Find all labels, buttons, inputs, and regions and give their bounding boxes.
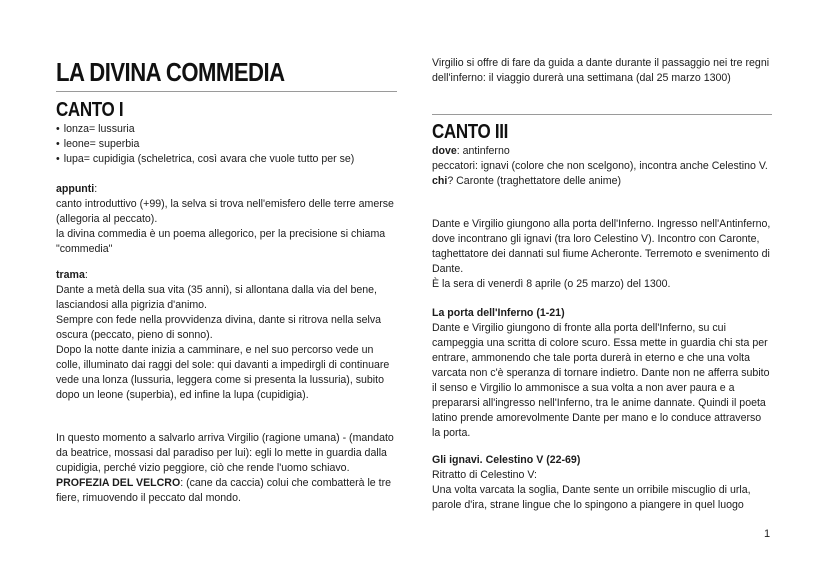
appunti-label: appunti — [56, 183, 95, 195]
ignavi-paragraph: Una volta varcata la soglia, Dante sente un orribile miscuglio di urla, parole d'ira, strane lingue che lo spingono a piangere in quel luogo — [432, 484, 751, 511]
list-item: • lupa= cupidigia (scheletrica, così avara che vuole tutto per se) — [56, 152, 399, 167]
title-divider — [56, 91, 397, 92]
appunti-text-2: la divina commedia è un poema allegorico, per la precisione si chiama "commedia" — [56, 228, 386, 255]
porta-section — [432, 306, 772, 441]
porta-paragraph: Dante e Virgilio giungono di fronte alla porta dell'Inferno, su cui campeggia una scritta di colore scuro. Essa mette in guardia chi sta per entrare, ammonendo che tale porta durerà in eterno e che una volta varcata non c'è speranza di tornare indietro. Dante non ne afferra subito il senso e Virgilio lo ammonisce a sua volta a non aver paura e a prepararsi all'ingresso nell'Inferno, tra le anime dannate. Quindi il poeta latino prende amorevolmente Dante per mano e lo conduce attraverso la porta. — [432, 322, 770, 439]
canto-3-summary — [432, 217, 772, 292]
appunti-heading-line — [56, 182, 399, 197]
trama-paragraph-1: Dante a metà della sua vita (35 anni), si allontana dalla via del bene, lasciandosi alla pigrizia d'animo. — [56, 284, 377, 311]
ignavi-heading: Gli ignavi. Celestino V (22-69) — [432, 454, 581, 466]
chi-label: chi — [432, 175, 448, 187]
dove-label: dove — [432, 145, 457, 157]
trama-paragraph-3: Dopo la notte dante inizia a camminare, e nel suo percorso vede un colle, illuminato dai raggi del sole: qui davanti a impedirgli di continuare vede una lonza (lussuria, leggera come si presenta la lussuria), subito dopo un leone (superbia), ed infine la lupa (cupidigia). — [56, 344, 390, 401]
trama-colon: : — [84, 269, 88, 281]
canto-1-heading: CANTO I — [56, 99, 124, 121]
ignavi-subtitle: Ritratto di Celestino V: — [432, 469, 538, 481]
canto-3-intro — [432, 144, 772, 189]
trama-section — [56, 268, 399, 403]
trama-heading-line — [56, 268, 399, 283]
page-number: 1 — [764, 528, 771, 540]
canto-divider — [432, 114, 772, 115]
profezia-paragraph — [56, 476, 399, 506]
list-item: • lonza= lussuria — [56, 122, 399, 137]
list-item: • leone= superbia — [56, 137, 399, 152]
date-line: È la sera di venerdì 8 aprile (o 25 marzo) del 1300. — [432, 278, 671, 290]
trama-paragraph-2: Sempre con fede nella provvidenza divina, dante si ritrova nella selva oscura (peccato, pieno di sonno). — [56, 314, 382, 341]
porta-heading: La porta dell'Inferno (1-21) — [432, 307, 565, 319]
peccatori-line: peccatori: ignavi (colore che non scelgono), incontra anche Celestino V. — [432, 160, 768, 172]
summary-paragraph: Dante e Virgilio giungono alla porta dell'Inferno. Ingresso nell'Antinferno, dove incontrano gli ignavi (tra loro Celestino V). Incontro con Caronte, taghettatore dei dannati sul fiume Acheronte. Terremoto e svenimento di Dante. — [432, 218, 771, 275]
beasts-list — [56, 122, 399, 167]
trama-label: trama — [56, 269, 85, 281]
chi-text: ? Caronte (traghettatore delle anime) — [447, 175, 622, 187]
ignavi-section — [432, 453, 772, 513]
profezia-label: PROFEZIA DEL VELCRO — [56, 477, 181, 489]
appunti-colon: : — [94, 183, 98, 195]
virgilio-paragraph: In questo momento a salvarlo arriva Virgilio (ragione umana) - (mandato da beatrice, mossasi dal paradiso per lui): egli lo mette in guardia dalla cupidigia, perché vizio peggiore, ciò che rende l'uomo schiavo. — [56, 432, 394, 474]
virgilio-intro: Virgilio si offre di fare da guida a dante durante il passaggio nei tre regni dell'inferno: il viaggio durerà una settimana (dal 25 marzo 1300) — [432, 57, 770, 84]
document-title: LA DIVINA COMMEDIA — [56, 57, 285, 87]
canto-3-heading: CANTO III — [432, 121, 508, 143]
appunti-section — [56, 182, 399, 257]
chi-line — [432, 174, 772, 189]
virgilio-section — [56, 431, 399, 506]
dove-line — [432, 144, 772, 159]
profezia-text: : (cane da caccia) colui che combatterà le tre fiere, rimuovendo il peccato dal mondo. — [56, 477, 392, 504]
appunti-text-1: canto introduttivo (+99), la selva si trova nell'emisfero delle terre amerse (allegoria al peccato). — [56, 198, 394, 225]
dove-text: : antinferno — [456, 145, 510, 157]
